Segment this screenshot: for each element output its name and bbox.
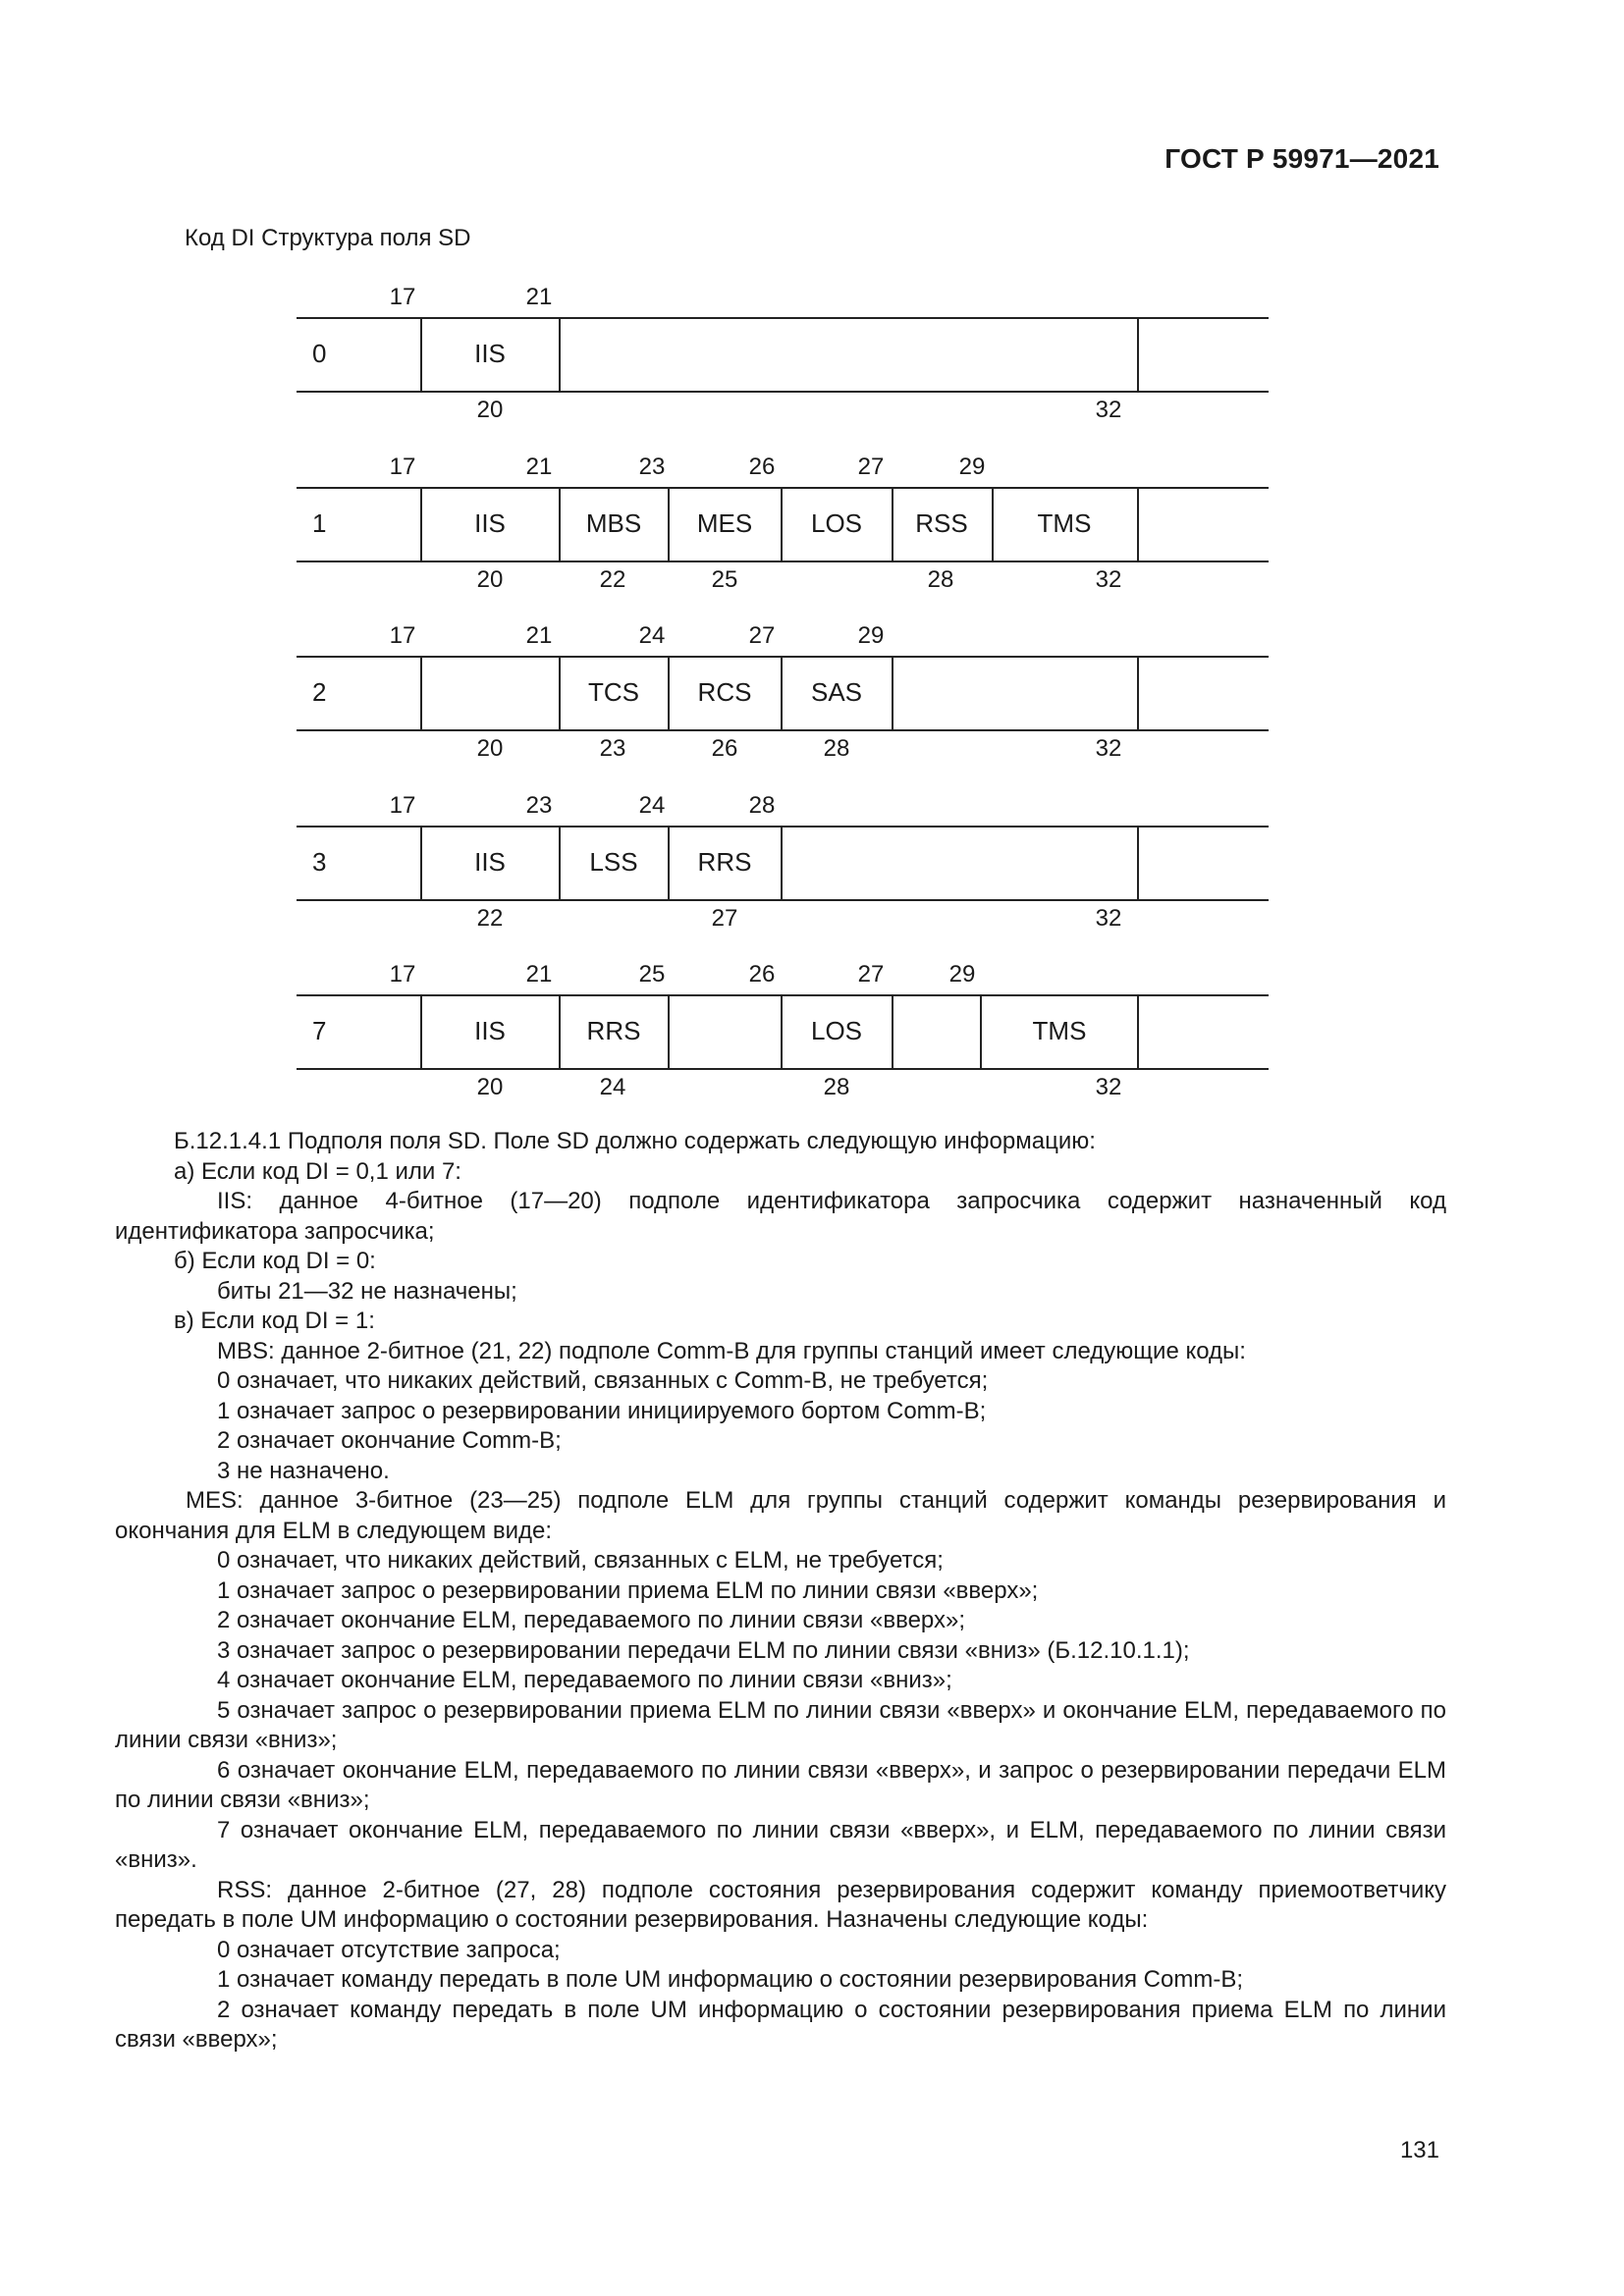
bit-number-end: 24 [599, 1074, 626, 1100]
list-item: в) Если код DI = 1: [174, 1308, 375, 1334]
bit-number-end: 28 [823, 1074, 850, 1100]
field-divider [1137, 487, 1139, 561]
list-item: 1 означает запрос о резервировании инициируемого бортом Comm-B; [217, 1397, 987, 1424]
bit-number-start: 28 [748, 791, 776, 819]
bit-number-end: 32 [1095, 1074, 1122, 1100]
row-top-rule [297, 826, 1269, 828]
bit-number-start: 21 [525, 453, 553, 480]
bit-number-start: 25 [638, 961, 666, 988]
list-item: 5 означает запрос о резервировании приема ELM по линии связи «вверх» и окончание ELM, передаваемого по линии связи «вниз»; [115, 1696, 1446, 1753]
paragraph: RSS: данное 2-битное (27, 28) подполе состояния резервирования содержит команду приемоответчику передать в поле UM информацию о состоянии резервирования. Назначены следующие коды: [115, 1876, 1446, 1933]
bit-number-start: 21 [525, 284, 553, 310]
bit-number-end: 28 [823, 735, 850, 762]
field-divider [668, 487, 670, 561]
bit-number-end: 32 [1095, 397, 1122, 423]
subfield-label: SAS [810, 677, 863, 707]
bit-number-end: 28 [927, 565, 954, 593]
field-divider [1137, 994, 1139, 1068]
subfield-label: MES [696, 507, 753, 538]
bit-number-start: 23 [525, 791, 553, 819]
bit-number-end: 20 [476, 735, 504, 762]
paragraph: MES: данное 3-битное (23—25) подполе ELM для группы станций содержит команды резервирования и окончания для ELM в следующем виде: [115, 1487, 1446, 1544]
list-item: 0 означает отсутствие запроса; [217, 1936, 561, 1963]
bit-number-start: 21 [525, 622, 553, 649]
subfield-label: IIS [474, 846, 506, 877]
subfield-label: TCS [588, 677, 639, 707]
row-bottom-rule [297, 899, 1269, 901]
bit-number-start: 27 [857, 961, 885, 988]
document-id: ГОСТ Р 59971—2021 [1164, 143, 1439, 174]
bit-number-end: 23 [599, 735, 626, 762]
subfield-label: IIS [474, 1016, 506, 1045]
field-divider [559, 317, 561, 391]
field-divider [420, 656, 422, 729]
subfield-label: RSS [915, 507, 968, 538]
field-divider [980, 994, 982, 1068]
field-divider [668, 994, 670, 1068]
subfield-label: RRS [697, 846, 752, 877]
bit-number-end: 32 [1095, 735, 1122, 762]
bit-number-start: 23 [638, 453, 666, 480]
list-item: 3 означает запрос о резервировании передачи ELM по линии связи «вниз» (Б.12.10.1.1); [217, 1636, 1190, 1664]
field-divider [559, 487, 561, 561]
paragraph: Б.12.1.4.1 Подполя поля SD. Поле SD должно содержать следующую информацию: [174, 1128, 1096, 1154]
field-divider [992, 487, 994, 561]
row-bottom-rule [297, 391, 1269, 393]
bit-number-start: 21 [525, 961, 553, 988]
di-code: 7 [312, 1016, 327, 1045]
list-item: 3 не назначено. [217, 1457, 390, 1484]
field-divider [1137, 317, 1139, 391]
field-divider [1137, 656, 1139, 729]
bit-number-end: 20 [476, 1074, 504, 1100]
row-top-rule [297, 656, 1269, 658]
list-item: а) Если код DI = 0,1 или 7: [174, 1157, 461, 1185]
field-divider [781, 826, 783, 899]
field-divider [668, 656, 670, 729]
bit-number-end: 22 [476, 904, 504, 932]
page-number: 131 [1399, 2137, 1439, 2163]
list-item: б) Если код DI = 0: [174, 1248, 376, 1274]
list-item: 4 означает окончание ELM, передаваемого по линии связи «вниз»; [217, 1667, 952, 1693]
field-divider [559, 994, 561, 1068]
bit-number-start: 24 [638, 622, 666, 649]
bit-number-start: 27 [748, 622, 776, 649]
bit-number-start: 17 [389, 453, 416, 480]
bit-number-end: 32 [1095, 904, 1122, 932]
field-divider [892, 487, 893, 561]
subfield-label: TMS [1032, 1016, 1087, 1045]
subfield-label: TMS [1037, 507, 1092, 538]
list-item: 2 означает окончание Comm-B; [217, 1427, 562, 1454]
list-item: 6 означает окончание ELM, передаваемого по линии связи «вверх», и запрос о резервировании передачи ELM по линии связи «вниз»; [115, 1756, 1446, 1813]
field-divider [1137, 826, 1139, 899]
row-top-rule [297, 994, 1269, 996]
bit-number-start: 17 [389, 791, 416, 819]
field-divider [420, 487, 422, 561]
row-top-rule [297, 487, 1269, 489]
subfield-label: LOS [810, 1016, 863, 1045]
di-code: 3 [312, 846, 327, 877]
list-item: 2 означает окончание ELM, передаваемого по линии связи «вверх»; [217, 1607, 966, 1633]
field-divider [781, 487, 783, 561]
bit-number-start: 26 [748, 453, 776, 480]
bit-number-start: 17 [389, 622, 416, 649]
bit-number-start: 29 [958, 453, 986, 480]
field-divider [781, 994, 783, 1068]
subfield-label: IIS [474, 507, 506, 538]
field-divider [559, 826, 561, 899]
bit-number-end: 32 [1095, 565, 1122, 593]
di-code: 2 [312, 677, 327, 707]
list-item: 2 означает команду передать в поле UM информацию о состоянии резервирования приема ELM по линии связи «вверх»; [115, 1996, 1446, 2053]
subfield-label: LSS [589, 846, 638, 877]
bit-number-end: 20 [476, 397, 504, 423]
subfield-label: MBS [585, 507, 642, 538]
subfield-label: RCS [697, 677, 752, 707]
list-item: 0 означает, что никаких действий, связанных с ELM, не требуется; [217, 1547, 944, 1574]
field-divider [420, 994, 422, 1068]
di-code: 1 [312, 507, 327, 538]
row-bottom-rule [297, 729, 1269, 731]
bit-number-start: 24 [638, 791, 666, 819]
list-item: 1 означает запрос о резервировании приема ELM по линии связи «вверх»; [217, 1576, 1039, 1604]
field-divider [668, 826, 670, 899]
subfield-label: LOS [810, 507, 863, 538]
bit-number-start: 27 [857, 453, 885, 480]
body-text [115, 1127, 1446, 2056]
bit-number-end: 26 [711, 735, 738, 762]
bit-number-end: 20 [476, 565, 504, 593]
field-divider [420, 317, 422, 391]
subfield-label: IIS [474, 339, 506, 368]
bit-number-start: 29 [857, 622, 885, 649]
paragraph: MBS: данное 2-битное (21, 22) подполе Comm-B для группы станций имеет следующие коды: [217, 1337, 1246, 1364]
bit-number-start: 17 [389, 961, 416, 988]
bit-number-start: 17 [389, 284, 416, 310]
bit-number-end: 22 [599, 565, 626, 593]
subfield-label: RRS [586, 1016, 641, 1045]
field-divider [420, 826, 422, 899]
bit-number-end: 25 [711, 565, 738, 593]
paragraph: биты 21—32 не назначены; [217, 1277, 517, 1305]
list-item: 1 означает команду передать в поле UM информацию о состоянии резервирования Comm-B; [217, 1966, 1244, 1993]
bit-number-start: 26 [748, 961, 776, 988]
list-item: 7 означает окончание ELM, передаваемого по линии связи «вверх», и ELM, передаваемого по линии связи «вниз». [115, 1816, 1446, 1873]
list-item: 0 означает, что никаких действий, связанных с Comm-B, не требуется; [217, 1367, 989, 1394]
field-divider [781, 656, 783, 729]
field-divider [892, 656, 893, 729]
row-bottom-rule [297, 1068, 1269, 1070]
row-bottom-rule [297, 561, 1269, 562]
paragraph: IIS: данное 4-битное (17—20) подполе идентификатора запросчика содержит назначенный код идентификатора запросчика; [115, 1188, 1446, 1245]
row-top-rule [297, 317, 1269, 319]
bit-number-end: 27 [711, 904, 738, 932]
di-code: 0 [312, 339, 327, 368]
field-divider [892, 994, 893, 1068]
bit-number-start: 29 [948, 961, 976, 988]
field-divider [559, 656, 561, 729]
diagram-caption: Код DI Структура поля SD [185, 225, 471, 251]
